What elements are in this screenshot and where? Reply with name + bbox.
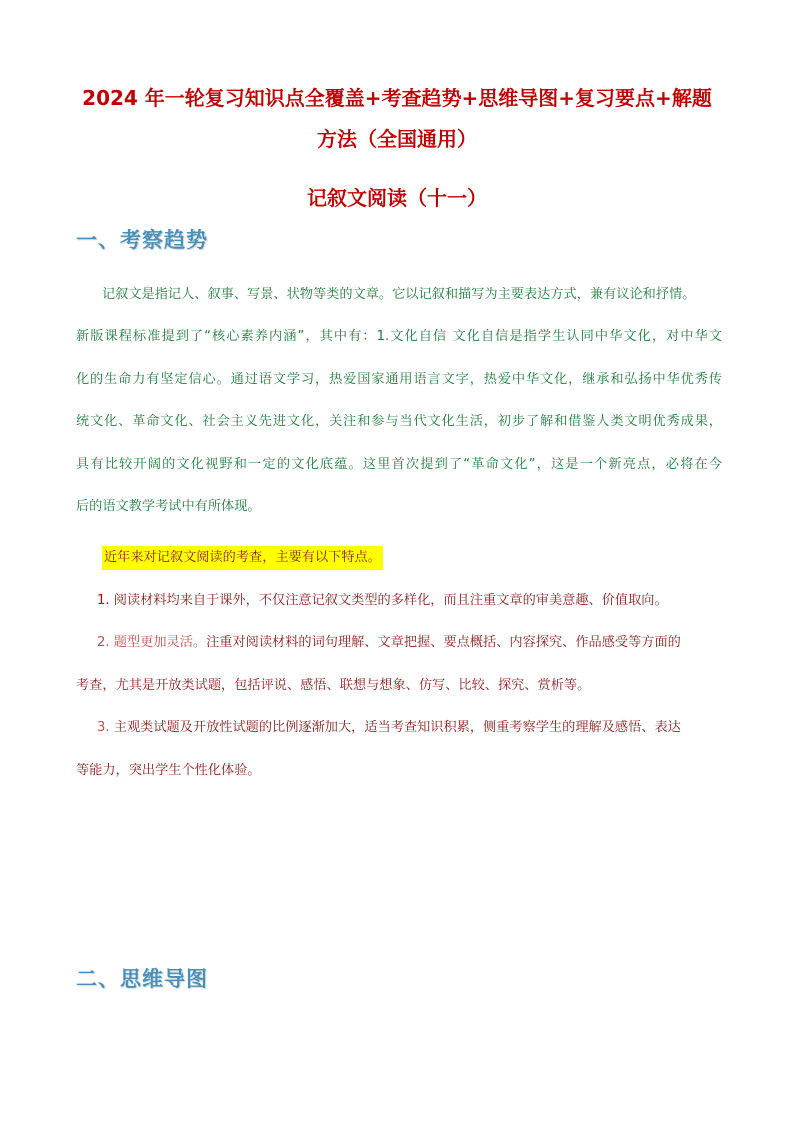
list-item-1 xyxy=(97,592,668,610)
section1-heading: 一、考察趋势 xyxy=(76,228,208,252)
list-item-lead: 题型更加灵活。 xyxy=(113,635,207,650)
intro-line: 记叙文是指记人、叙事、写景、状物等类的文章。它以记叙和描写为主要表达方式，兼有议论和抒情。 xyxy=(102,287,696,302)
intro-line: 统文化、革命文化、社会主义先进文化，关注和参与当代文化生活，初步了解和借鉴人类文明优秀成果， xyxy=(76,414,722,429)
section2-heading: 二、思维导图 xyxy=(76,967,208,991)
list-item-number: 3. xyxy=(97,720,110,735)
highlighted-summary: 近年来对记叙文阅读的考查，主要有以下特点。 xyxy=(102,546,383,570)
document-title-line2: 方法（全国通用） xyxy=(317,127,477,151)
list-item-text: 主观类试题及开放性试题的比例逐渐加大，适当考查知识积累，侧重考察学生的理解及感悟、表达 xyxy=(113,720,681,735)
intro-line: 具有比较开阔的文化视野和一定的文化底蕴。这里首次提到了“革命文化”，这是一个新亮点，必将在今 xyxy=(76,457,722,472)
intro-line: 新版课程标准提到了“核心素养内涵”，其中有：1.文化自信 文化自信是指学生认同中华文化，对中华文 xyxy=(76,329,722,344)
list-item-2-continuation: 考查，尤其是开放类试题，包括评说、感悟、联想与想象、仿写、比较、探究、赏析等。 xyxy=(76,678,591,693)
document-subtitle: 记叙文阅读（十一） xyxy=(307,186,487,210)
intro-line: 化的生命力有坚定信心。通过语文学习，热爱国家通用语言文字，热爱中华文化，继承和弘扬中华优秀传 xyxy=(76,372,722,387)
list-item-3-continuation: 等能力，突出学生个性化体验。 xyxy=(76,763,261,778)
list-item-2 xyxy=(97,634,681,652)
intro-line: 后的语文教学考试中有所体现。 xyxy=(76,499,261,514)
list-item-text: 阅读材料均来自于课外，不仅注意记叙文类型的多样化，而且注重文章的审美意趣、价值取向。 xyxy=(113,593,668,608)
list-item-3 xyxy=(97,719,681,737)
list-item-number: 2. xyxy=(97,635,110,650)
document-title-line1: 2024 年一轮复习知识点全覆盖+考查趋势+思维导图+复习要点+解题 xyxy=(82,86,712,110)
list-item-number: 1. xyxy=(97,593,110,608)
list-item-text: 注重对阅读材料的词句理解、文章把握、要点概括、内容探究、作品感受等方面的 xyxy=(206,635,681,650)
